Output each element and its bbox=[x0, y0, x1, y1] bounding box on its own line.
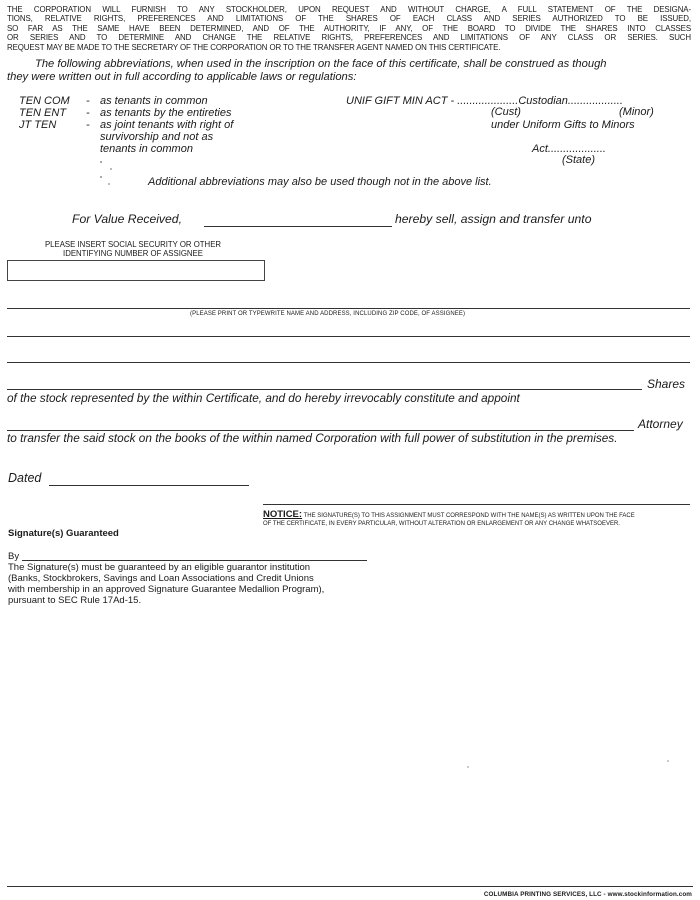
additional-abbreviations: Additional abbreviations may also be used though not in the above list. bbox=[148, 176, 492, 188]
scan-speck bbox=[667, 760, 669, 762]
abbr-code: TEN ENT bbox=[19, 107, 67, 119]
abbr-dash: - bbox=[86, 119, 90, 131]
guarantee-line: (Banks, Stockbrokers, Savings and Loan Associations and Credit Unions bbox=[8, 573, 314, 584]
scan-speck bbox=[100, 176, 102, 178]
signature-guaranteed-title: Signature(s) Guaranteed bbox=[8, 528, 119, 539]
stock-statement: of the stock represented by the within Certificate, and do hereby irrevocably constitute and appoint bbox=[7, 391, 520, 405]
transfer-statement: to transfer the said stock on the books of the within named Corporation with full power of substitution in the premises. bbox=[7, 431, 618, 445]
header-line: REQUEST MAY BE MADE TO THE SECRETARY OF THE CORPORATION OR TO THE TRANSFER AGENT NAMED ON THIS CERTIFICATE. bbox=[7, 42, 501, 52]
by-label: By bbox=[8, 551, 20, 562]
header-line: SO FAR AS THE SAME HAVE BEEN DETERMINED, AND OF THE AUTHORITY, IF ANY, OF THE BOARD TO DIVIDE THE SHARES INTO CLASSES bbox=[7, 23, 691, 33]
unif-state: (State) bbox=[562, 154, 596, 166]
dated-line[interactable] bbox=[49, 472, 249, 486]
shares-line[interactable] bbox=[7, 377, 642, 390]
unif-minor: (Minor) bbox=[619, 106, 654, 118]
abbreviations-intro bbox=[7, 58, 691, 84]
ssn-input-box[interactable] bbox=[7, 260, 265, 281]
abbr-meaning: as tenants in common bbox=[100, 95, 208, 107]
ssn-label-line: IDENTIFYING NUMBER OF ASSIGNEE bbox=[63, 249, 203, 259]
header-statement bbox=[7, 5, 691, 52]
notice-label: NOTICE: bbox=[263, 509, 303, 520]
header-line: TIONS, RELATIVE RIGHTS, PREFERENCES AND LIMITATIONS OF THE SHARES OF EACH CLASS AND SERIES AUTHORIZED TO BE ISSUED, bbox=[7, 14, 691, 24]
header-line: OR SERIES AND TO DETERMINE AND CHANGE THE RELATIVE RIGHTS, PREFERENCES AND LIMITATIONS OF ANY CLASS OR SERIES. SUCH bbox=[7, 33, 691, 43]
notice-line-1: THE SIGNATURE(S) TO THIS ASSIGNMENT MUST CORRESPOND WITH THE NAME(S) AS WRITTEN UPON THE FACE bbox=[303, 513, 635, 519]
abbr-meaning-cont: tenants in common bbox=[100, 143, 193, 155]
abbr-meaning-cont: survivorship and not as bbox=[100, 131, 214, 143]
intro-line-2: they were written out in full according to applicable laws or regulations: bbox=[7, 71, 357, 83]
assignee-line[interactable] bbox=[7, 336, 690, 337]
abbr-dash: - bbox=[86, 95, 90, 107]
scan-speck bbox=[467, 766, 469, 768]
abbr-meaning: as joint tenants with right of bbox=[100, 119, 234, 131]
value-received-label: For Value Received, bbox=[72, 212, 182, 226]
footer-printer: COLUMBIA PRINTING SERVICES, LLC - www.stockinformation.com bbox=[483, 891, 692, 898]
unif-gift-label: UNIF GIFT MIN ACT - ....................Custodian.................. bbox=[346, 95, 623, 107]
abbr-code: TEN COM bbox=[19, 95, 70, 107]
print-name-note: (PLEASE PRINT OR TYPEWRITE NAME AND ADDRESS, INCLUDING ZIP CODE, OF ASSIGNEE) bbox=[190, 311, 466, 317]
unif-under: under Uniform Gifts to Minors bbox=[491, 119, 635, 131]
intro-line-1: The following abbreviations, when used in the inscription on the face of this certificate, shall be construed as though bbox=[35, 58, 607, 70]
notice-line-2: OF THE CERTIFICATE, IN EVERY PARTICULAR, WITHOUT ALTERATION OR ENLARGEMENT OR ANY CHANGE WHATSOEVER. bbox=[263, 520, 620, 527]
header-line: THE CORPORATION WILL FURNISH TO ANY STOCKHOLDER, UPON REQUEST AND WITHOUT CHARGE, A FULL STATEMENT OF THE DESIGNA- bbox=[7, 5, 691, 14]
notice-block bbox=[263, 511, 693, 528]
assignee-line[interactable] bbox=[7, 308, 690, 309]
guarantee-text bbox=[8, 562, 378, 606]
signature-line[interactable] bbox=[263, 504, 690, 505]
unif-act: Act................... bbox=[532, 143, 606, 155]
attorney-line[interactable] bbox=[7, 418, 634, 431]
abbr-code: JT TEN bbox=[19, 119, 57, 131]
attorney-label: Attorney bbox=[638, 417, 683, 431]
guarantee-line: with membership in an approved Signature Guarantee Medallion Program), bbox=[8, 584, 325, 595]
scan-speck bbox=[108, 183, 110, 185]
guarantor-signature-line[interactable] bbox=[22, 560, 367, 561]
ssn-label bbox=[19, 240, 247, 259]
abbr-dash: - bbox=[86, 107, 90, 119]
assignee-line[interactable] bbox=[7, 362, 690, 363]
dated-label: Dated bbox=[8, 471, 42, 485]
abbr-meaning: as tenants by the entireties bbox=[100, 107, 232, 119]
shares-label: Shares bbox=[647, 377, 686, 391]
scan-speck bbox=[100, 161, 102, 163]
guarantee-line: pursuant to SEC Rule 17Ad-15. bbox=[8, 595, 142, 606]
guarantee-line: The Signature(s) must be guaranteed by an eligible guarantor institution bbox=[8, 562, 311, 573]
value-received-line[interactable] bbox=[204, 213, 392, 227]
unif-cust: (Cust) bbox=[491, 106, 521, 118]
scan-speck bbox=[110, 168, 112, 170]
footer-rule bbox=[7, 886, 693, 887]
sell-assign-text: hereby sell, assign and transfer unto bbox=[395, 212, 592, 226]
ssn-label-line: PLEASE INSERT SOCIAL SECURITY OR OTHER bbox=[44, 240, 222, 249]
